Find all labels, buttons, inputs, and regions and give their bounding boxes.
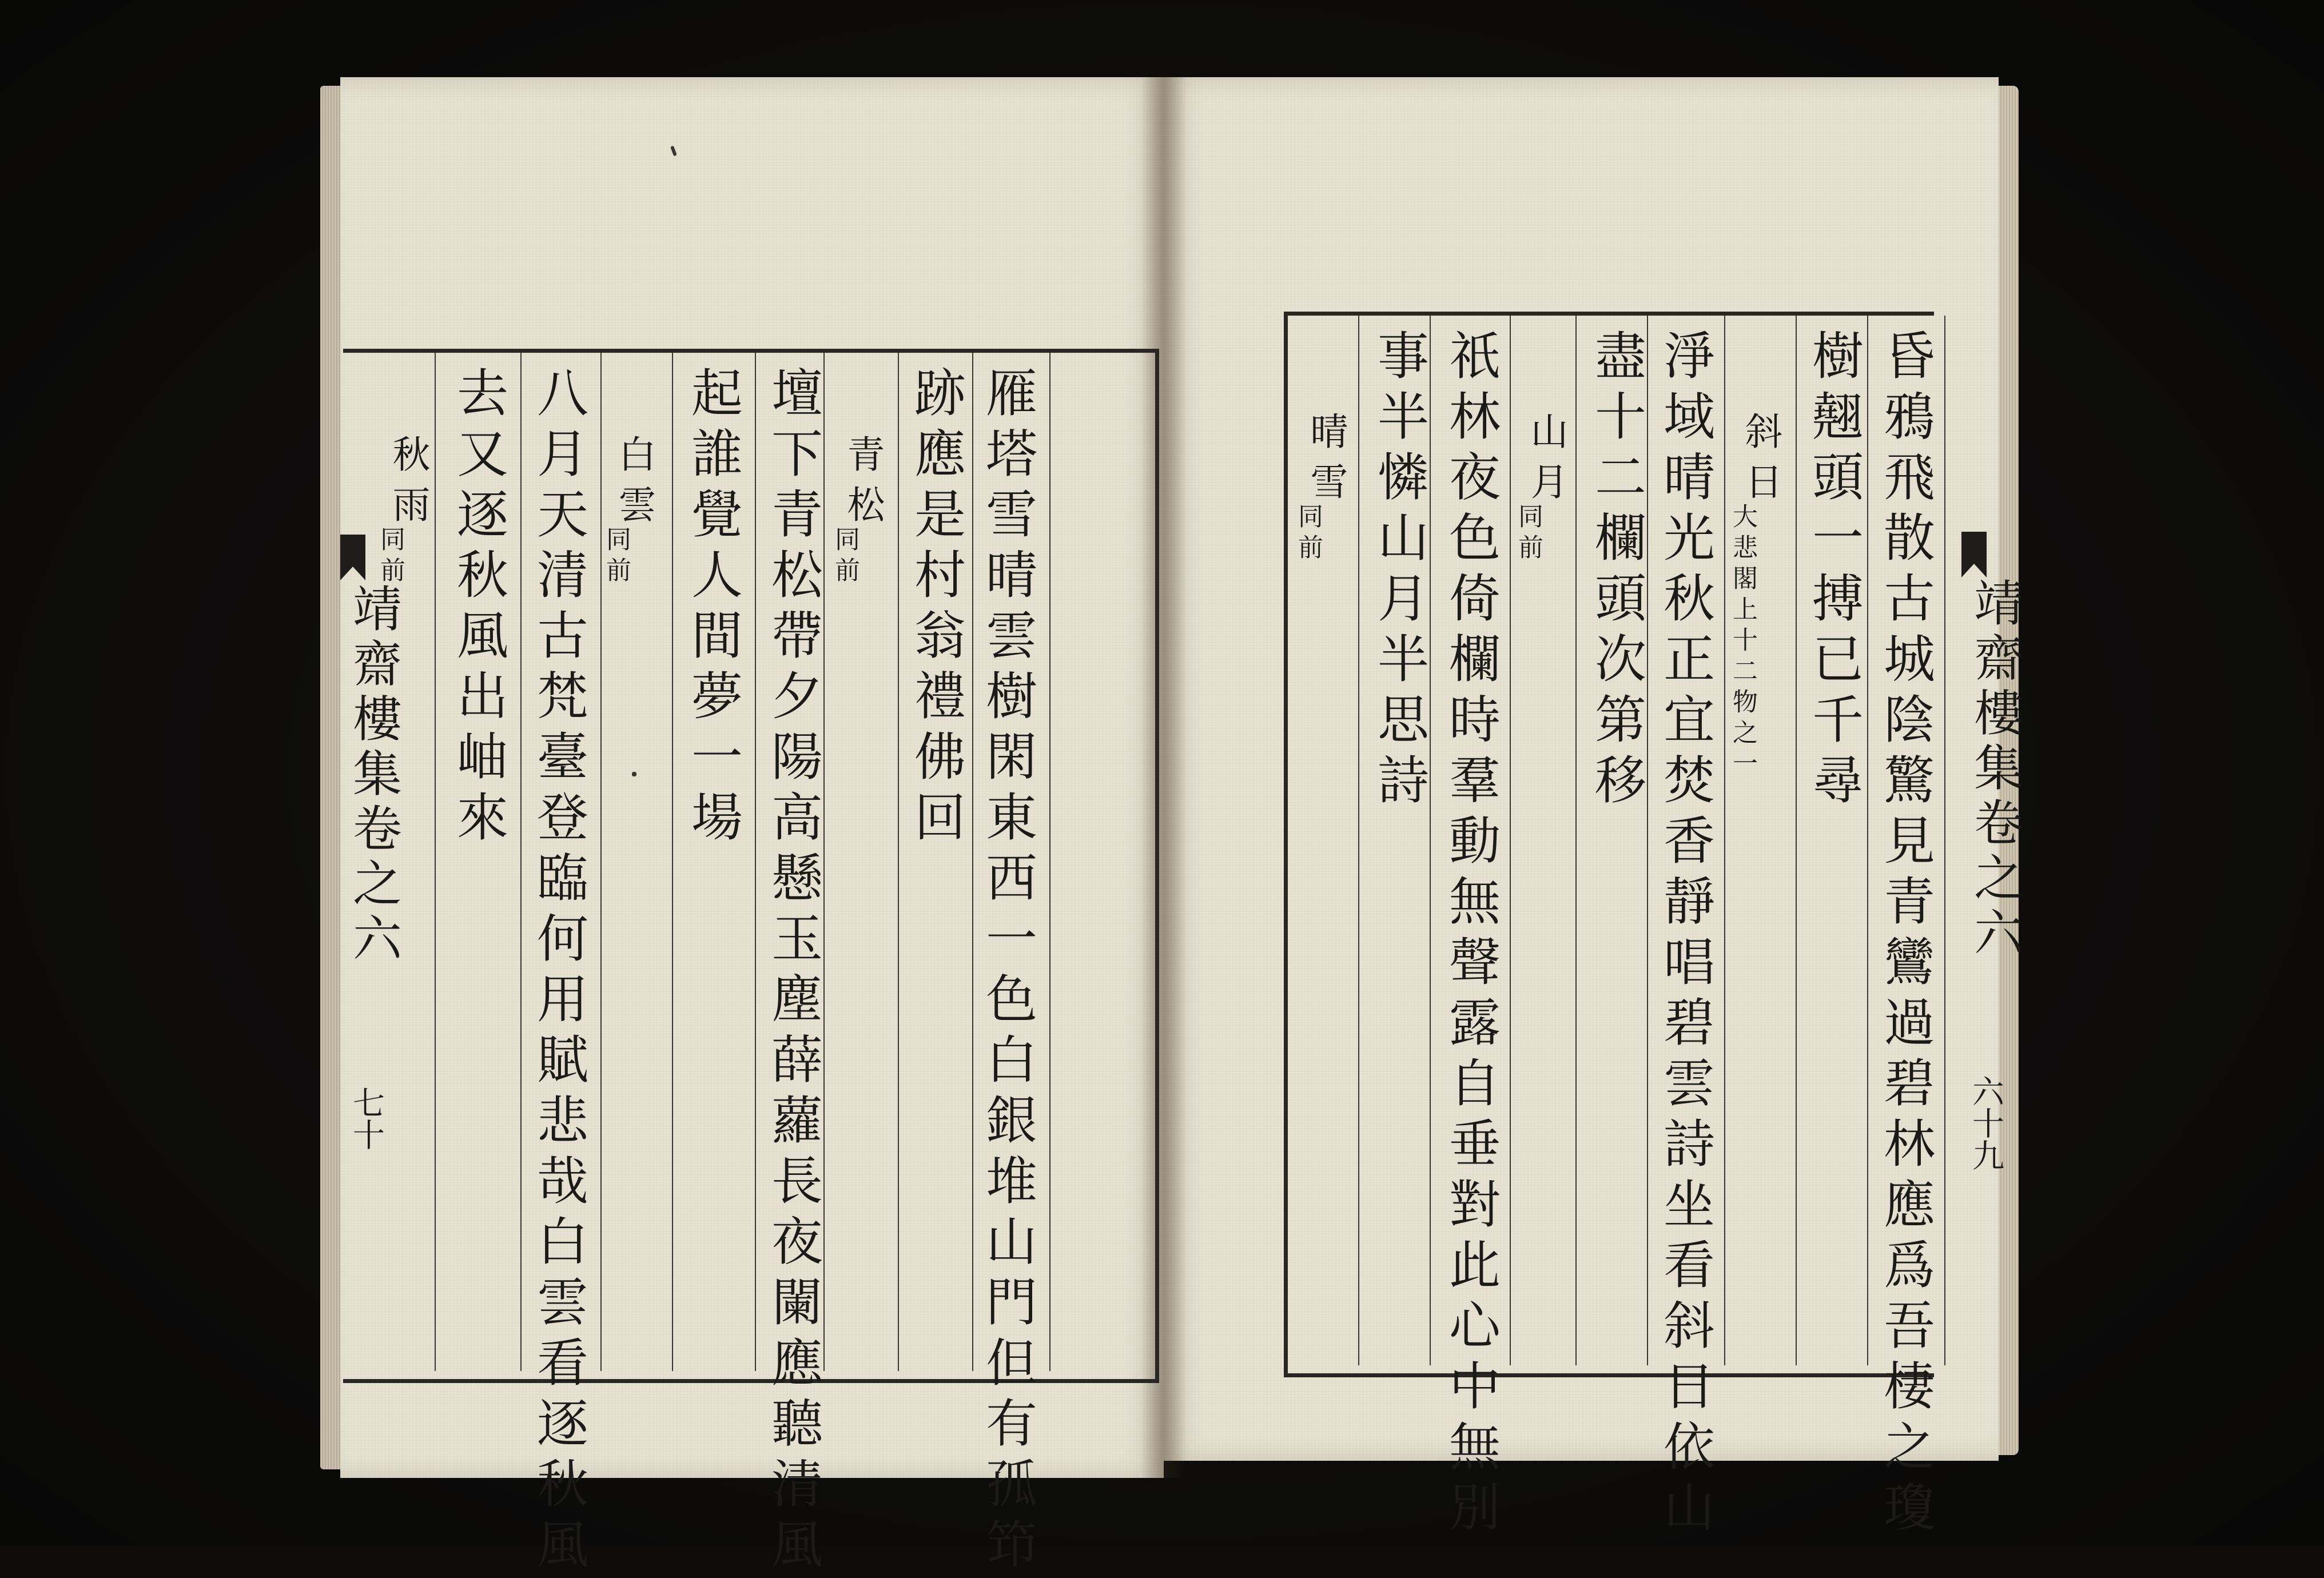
column-rule <box>1575 316 1577 1365</box>
fore-edge-title: 靖齋樓集卷之六 <box>344 583 401 967</box>
text-column: 樹翹頭一搏已千尋 <box>1803 329 1863 814</box>
column-rule <box>755 353 756 1371</box>
poem-title: 斜日 <box>1738 412 1782 512</box>
text-column: 祇林夜色倚欄時羣動無聲露自垂對此心中無別 <box>1440 329 1500 1541</box>
column-rule <box>1796 316 1797 1365</box>
column-rule <box>1647 316 1648 1365</box>
page-number: 六十九 <box>1967 1075 2004 1171</box>
poem-title: 秋雨 <box>386 435 430 535</box>
poem-attribution: 同前 <box>1294 503 1323 565</box>
poem-attribution: 同前 <box>1514 503 1543 565</box>
text-column: 起誰覺人間夢一場 <box>682 366 742 851</box>
poem-title: 青松 <box>841 435 885 535</box>
fore-edge-rule <box>435 353 436 1371</box>
poem-attribution: 同前 <box>376 526 405 588</box>
ink-speck <box>632 772 636 776</box>
text-column: 雁塔雪晴雲樹閑東西一色白銀堆山門但有孤笻 <box>977 366 1037 1578</box>
column-rule <box>972 353 973 1371</box>
poem-attribution: 大悲閣上十二物之一 <box>1728 503 1757 781</box>
column-rule <box>1867 316 1868 1365</box>
column-rule <box>1049 353 1050 1371</box>
text-column: 事半憐山月半思詩 <box>1368 329 1428 814</box>
column-rule <box>520 353 522 1371</box>
column-rule <box>1510 316 1511 1365</box>
text-column: 淨域晴光秋正宜焚香靜唱碧雲詩坐看斜日依山 <box>1654 329 1714 1541</box>
text-column: 跡應是村翁禮佛回 <box>905 366 965 851</box>
column-rule <box>1358 316 1359 1365</box>
text-column: 去又逐秋風出岫來 <box>448 366 508 851</box>
column-rule <box>823 353 825 1371</box>
poem-title: 晴雪 <box>1304 412 1348 512</box>
text-column: 八月天清古梵臺登臨何用賦悲哉白雲看逐秋風 <box>528 366 588 1578</box>
column-rule <box>600 353 602 1371</box>
column-rule <box>898 353 899 1371</box>
poem-attribution: 同前 <box>602 526 631 588</box>
page-number: 七十 <box>348 1086 385 1150</box>
column-rule <box>672 353 673 1371</box>
poem-attribution: 同前 <box>830 526 859 588</box>
fore-edge-title: 靖齋樓集卷之六 <box>1965 577 2023 962</box>
column-rule <box>1430 316 1431 1365</box>
fore-edge-rule <box>1944 316 1945 1365</box>
text-column: 昏鴉飛散古城陰驚見青鸞過碧林應爲吾棲之瓊 <box>1875 329 1935 1541</box>
poem-title: 山月 <box>1524 412 1568 512</box>
poem-title: 白雲 <box>612 435 656 535</box>
text-column: 壇下青松帶夕陽高懸玉塵薛蘿長夜闌應聽清風 <box>762 366 822 1578</box>
column-rule <box>1724 316 1725 1365</box>
text-column: 盡十二欄頭次第移 <box>1586 329 1646 814</box>
